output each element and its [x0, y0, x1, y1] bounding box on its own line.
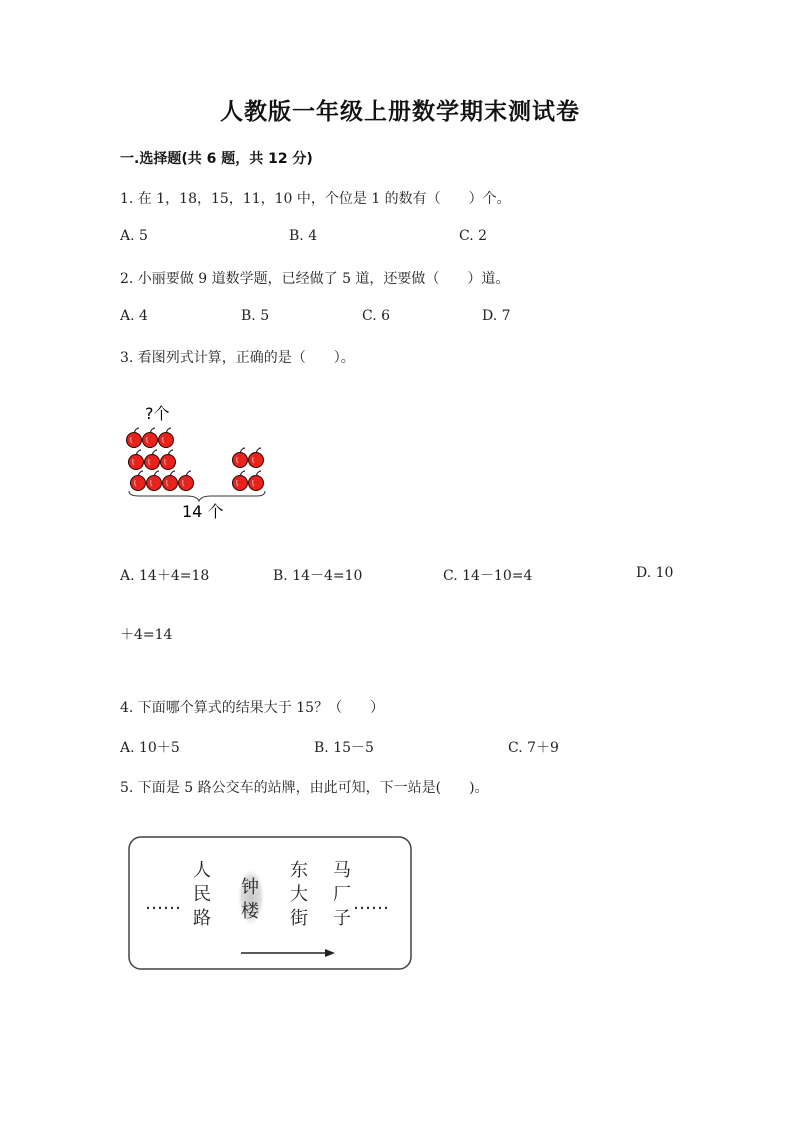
- station-3-char-2: 大: [290, 884, 308, 905]
- station-1-char-1: 人: [193, 860, 211, 881]
- station-1-char-3: 路: [193, 908, 211, 929]
- q1-option-b[interactable]: B. 4: [289, 228, 318, 244]
- figure-top-label: ?个: [145, 404, 170, 423]
- left-apple-group: [127, 428, 194, 491]
- q2-option-d[interactable]: D. 7: [482, 308, 511, 324]
- figure-bottom-label: 14 个: [182, 502, 224, 521]
- station-3-char-3: 街: [290, 908, 308, 929]
- right-dots: ……: [353, 893, 389, 914]
- question-2-text: 2. 小丽要做 9 道数学题，已经做了 5 道，还要做（ ）道。: [120, 271, 510, 287]
- station-3-char-1: 东: [290, 860, 308, 881]
- q2-option-a[interactable]: A. 4: [120, 308, 148, 324]
- q3-option-a[interactable]: A. 14＋4=18: [120, 568, 210, 584]
- section-title: 一.选择题(共 6 题，共 12 分): [120, 151, 313, 167]
- station-4-char-2: 厂: [333, 884, 351, 905]
- q3-option-d-continued: ＋4=14: [120, 627, 173, 643]
- q3-option-c[interactable]: C. 14－10=4: [443, 568, 533, 584]
- q4-option-c[interactable]: C. 7＋9: [508, 740, 559, 756]
- q4-option-b[interactable]: B. 15－5: [314, 740, 374, 756]
- brace: [129, 491, 265, 501]
- right-apple-group: [233, 448, 264, 491]
- q3-option-d[interactable]: D. 10: [636, 565, 674, 581]
- q2-option-c[interactable]: C. 6: [362, 308, 391, 324]
- station-2-char-1: 钟: [241, 877, 259, 898]
- question-5-text: 5. 下面是 5 路公交车的站牌，由此可知，下一站是( )。: [120, 780, 489, 796]
- apple-figure: [115, 395, 275, 530]
- bus-stop-sign: [127, 835, 417, 973]
- question-1-text: 1. 在 1，18，15，11，10 中，个位是 1 的数有（ ）个。: [120, 191, 511, 207]
- page-title: 人教版一年级上册数学期末测试卷: [220, 99, 580, 125]
- station-4-char-3: 子: [333, 908, 351, 929]
- station-2-char-2: 楼: [241, 901, 259, 922]
- station-1-char-2: 民: [193, 884, 211, 905]
- q1-option-a[interactable]: A. 5: [120, 228, 148, 244]
- question-4-text: 4. 下面哪个算式的结果大于 15？（ ）: [120, 700, 385, 716]
- station-4-char-1: 马: [333, 860, 351, 881]
- q1-option-c[interactable]: C. 2: [459, 228, 488, 244]
- question-3-text: 3. 看图列式计算，正确的是（ ）。: [120, 350, 355, 366]
- q4-option-a[interactable]: A. 10＋5: [120, 740, 180, 756]
- q2-option-b[interactable]: B. 5: [241, 308, 270, 324]
- left-dots: ……: [145, 893, 181, 914]
- q3-option-b[interactable]: B. 14－4=10: [273, 568, 363, 584]
